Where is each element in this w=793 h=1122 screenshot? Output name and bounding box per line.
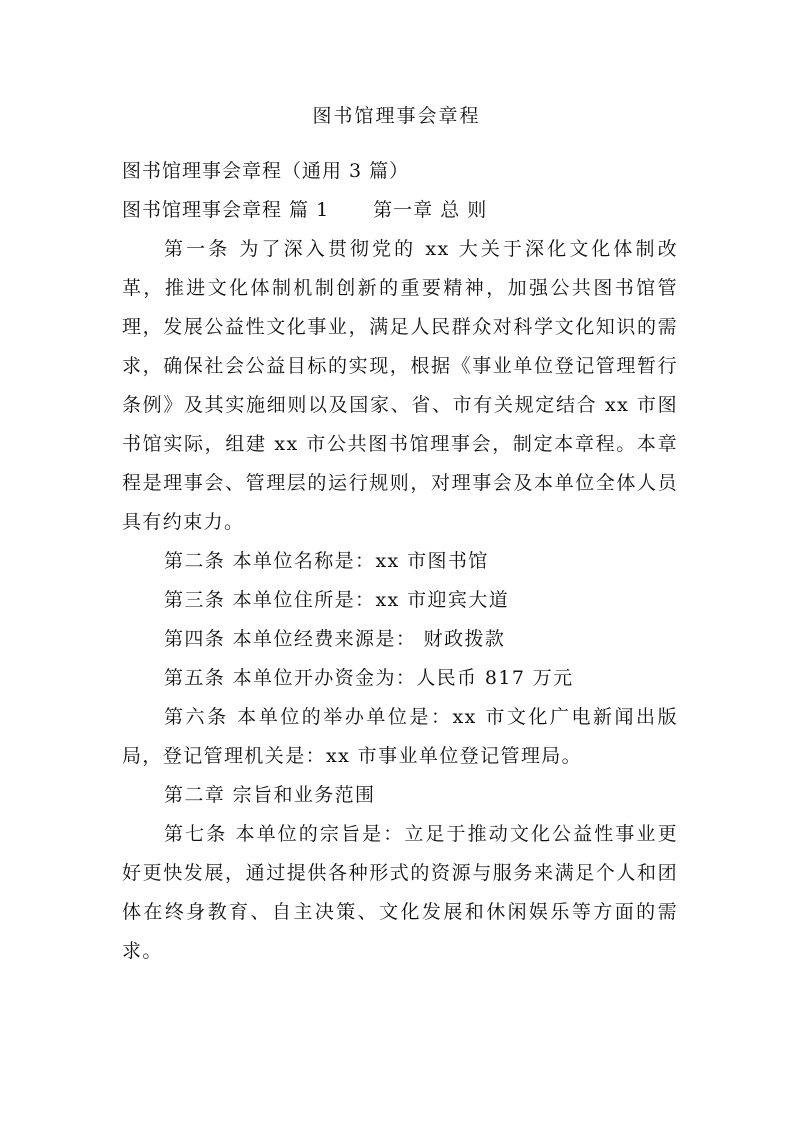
- article-3: 第三条 本单位住所是：xx 市迎宾大道: [164, 589, 510, 611]
- article-2: 第二条 本单位名称是：xx 市图书馆: [164, 550, 489, 572]
- article-7: 第七条 本单位的宗旨是：立足于推动文化公益性事业更好更快发展，通过提供各种形式的资源与服务来满足个人和团体在终身教育、自主决策、文化发展和休闲娱乐等方面的需求。: [122, 823, 678, 962]
- chapter-1-heading: 第一章 总 则: [373, 199, 488, 221]
- article-6: 第六条 本单位的举办单位是：xx 市文化广电新闻出版局，登记管理机关是：xx 市事业单位登记管理局。: [122, 706, 678, 767]
- article-5: 第五条 本单位开办资金为：人民币 817 万元: [164, 667, 574, 689]
- document-body: [122, 152, 678, 971]
- part-heading: 图书馆理事会章程 篇 1: [122, 199, 330, 221]
- part-heading-line: [122, 191, 678, 230]
- chapter-2-heading: 第二章 宗旨和业务范围: [164, 784, 376, 806]
- article-4: 第四条 本单位经费来源是： 财政拨款: [164, 628, 506, 650]
- document-title: 图书馆理事会章程: [312, 105, 481, 127]
- document-subtitle: 图书馆理事会章程（通用 3 篇）: [122, 160, 410, 182]
- article-1: 第一条 为了深入贯彻党的 xx 大关于深化文化体制改革，推进文化体制机制创新的重要精神，加强公共图书馆管理，发展公益性文化事业，满足人民群众对科学文化知识的需求，确保社会公益目标的实现，根据《事业单位登记管理暂行条例》及其实施细则以及国家、省、市有关规定结合 xx 市图书馆实际，组建 xx 市公共图书馆理事会，制定本章程。本章程是理事会、管理层的运行规则，对理事会及本单位全体人员具有约束力。: [122, 238, 678, 533]
